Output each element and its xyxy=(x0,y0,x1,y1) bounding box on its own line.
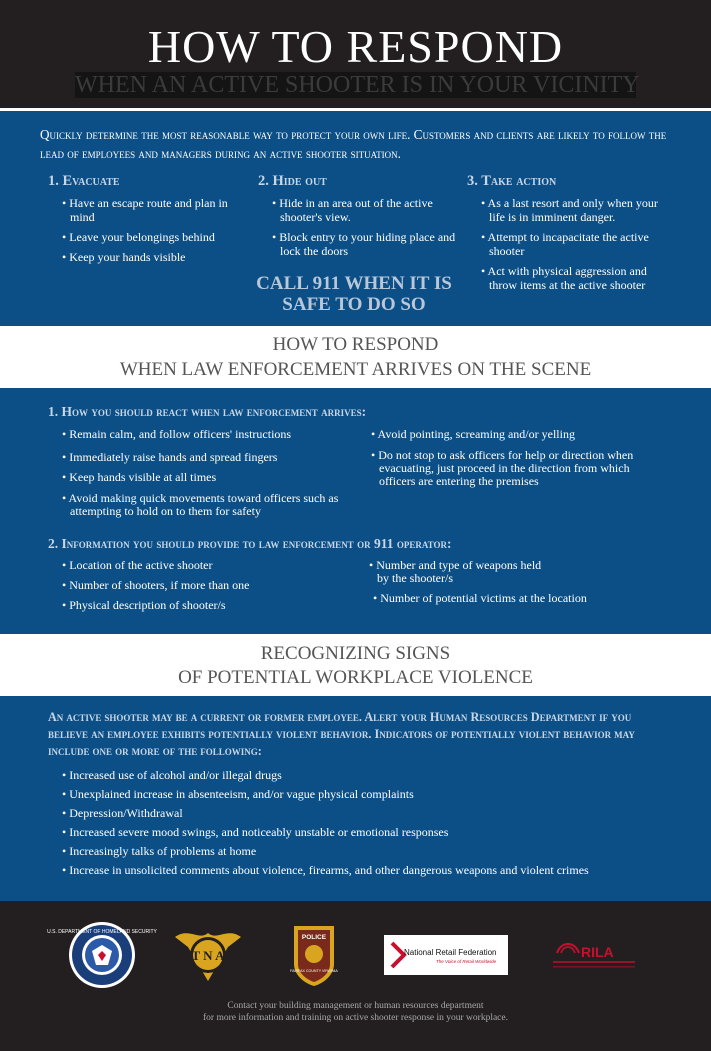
law-enforcement-header xyxy=(0,326,711,388)
list-item: • Physical description of shooter/s xyxy=(62,599,226,612)
evacuate-column xyxy=(48,173,248,270)
list-item-continuation: officers are entering the premises xyxy=(379,474,539,488)
list-item: • Number of potential victims at the location xyxy=(373,592,587,605)
take-action-column xyxy=(467,173,667,298)
contact-line-2: for more information and training on active shooter response in your workplace. xyxy=(203,1013,508,1023)
page-title: HOW TO RESPOND xyxy=(147,21,564,72)
section3-title-line2: OF POTENTIAL WORKPLACE VIOLENCE xyxy=(178,667,533,688)
hide-out-column xyxy=(258,173,458,264)
list-item: • Increased severe mood swings, and noticeably unstable or emotional responses xyxy=(62,826,448,839)
list-item: • As a last resort and only when your life is in imminent danger. xyxy=(481,196,667,224)
call-line-1: CALL 911 WHEN IT IS xyxy=(256,273,452,294)
nrf-name: National Retail Federation xyxy=(404,948,497,957)
list-item: • Attempt to incapacitate the active shooter xyxy=(481,230,667,258)
list-item: • Keep hands visible at all times xyxy=(62,471,216,484)
police-text: POLICE xyxy=(301,934,327,941)
section2-title-line1: HOW TO RESPOND xyxy=(272,334,439,355)
call-line-2: SAFE TO DO SO xyxy=(282,294,426,315)
list-item: • Location of the active shooter xyxy=(62,559,212,572)
section1-intro: Quickly determine the most reasonable way to protect your own life. Customers and clients are likely to follow the lead of employees and managers during an active shooter situation. xyxy=(40,127,667,161)
tna-logo xyxy=(173,923,243,985)
list-item: • Number of shooters, if more than one xyxy=(62,579,250,592)
list-item: • Hide in an area out of the active shooter's view. xyxy=(272,196,458,224)
list-item: • Have an escape route and plan in mind xyxy=(62,196,248,224)
nrf-tagline: The Voice of Retail Worldwide xyxy=(436,959,497,964)
workplace-violence-header xyxy=(0,634,711,696)
list-item: • Remain calm, and follow officers' instructions xyxy=(62,428,291,441)
law-enforcement-section xyxy=(0,388,711,634)
list-item: • Depression/Withdrawal xyxy=(62,807,183,820)
list-item: • Increasingly talks of problems at home xyxy=(62,845,256,858)
list-item: • Act with physical aggression and throw items at the active shooter xyxy=(481,264,667,292)
list-item: • Leave your belongings behind xyxy=(62,230,248,244)
hide-out-heading: 2. Hide out xyxy=(258,173,327,189)
fairfax-police-badge-logo xyxy=(290,920,338,988)
list-item: • Avoid making quick movements toward officers such as xyxy=(62,492,338,505)
workplace-violence-section xyxy=(0,696,711,901)
rila-text: RILA xyxy=(581,944,614,960)
info-heading: 2. Information you should provide to law enforcement or 911 operator: xyxy=(48,536,452,551)
nrf-logo xyxy=(384,935,508,975)
list-item: • Immediately raise hands and spread fingers xyxy=(62,451,277,464)
react-heading: 1. How you should react when law enforcement arrives: xyxy=(48,404,367,419)
contact-info xyxy=(0,1000,711,1024)
rila-logo xyxy=(551,935,636,975)
section3-intro: An active shooter may be a current or former employee. Alert your Human Resources Department if you believe an employee exhibits potentially violent behavior. Indicators of potentially violent behavior may include one or more of the following: xyxy=(48,710,635,758)
header xyxy=(0,0,711,108)
list-item: • Number and type of weapons held xyxy=(369,559,541,572)
fairfax-text: FAIRFAX COUNTY VIRGINIA xyxy=(290,969,338,973)
evacuate-heading: 1. Evacuate xyxy=(48,173,120,189)
list-item-continuation: attempting to hold on to them for safety xyxy=(70,504,261,518)
dhs-seal-logo xyxy=(47,921,157,989)
list-item: • Increased use of alcohol and/or illegal drugs xyxy=(62,769,282,782)
list-item: • Avoid pointing, screaming and/or yelling xyxy=(371,428,575,441)
list-item-continuation: by the shooter/s xyxy=(377,571,453,585)
call-911-notice xyxy=(238,273,470,315)
list-item: • Unexplained increase in absenteeism, and/or vague physical complaints xyxy=(62,788,414,801)
list-item-continuation: evacuating, just proceed in the direction from which xyxy=(379,461,630,475)
active-shooter-section xyxy=(0,108,711,329)
list-item: • Keep your hands visible xyxy=(62,250,248,264)
section3-title-line1: RECOGNIZING SIGNS xyxy=(260,643,451,664)
dhs-seal-text: U.S. DEPARTMENT OF HOMELAND SECURITY xyxy=(47,929,157,935)
section2-title-line2: WHEN LAW ENFORCEMENT ARRIVES ON THE SCENE xyxy=(119,359,592,380)
page-subtitle: WHEN AN ACTIVE SHOOTER IS IN YOUR VICINITY xyxy=(75,72,640,98)
list-item: • Increase in unsolicited comments about violence, firearms, and other dangerous weapons and violent crimes xyxy=(62,864,589,877)
tna-letters: T N A xyxy=(191,948,225,963)
list-item: • Do not stop to ask officers for help or direction when xyxy=(371,449,633,462)
take-action-heading: 3. Take action xyxy=(467,173,557,189)
contact-line-1: Contact your building management or human resources department xyxy=(227,1001,484,1011)
list-item: • Block entry to your hiding place and lock the doors xyxy=(272,230,458,258)
